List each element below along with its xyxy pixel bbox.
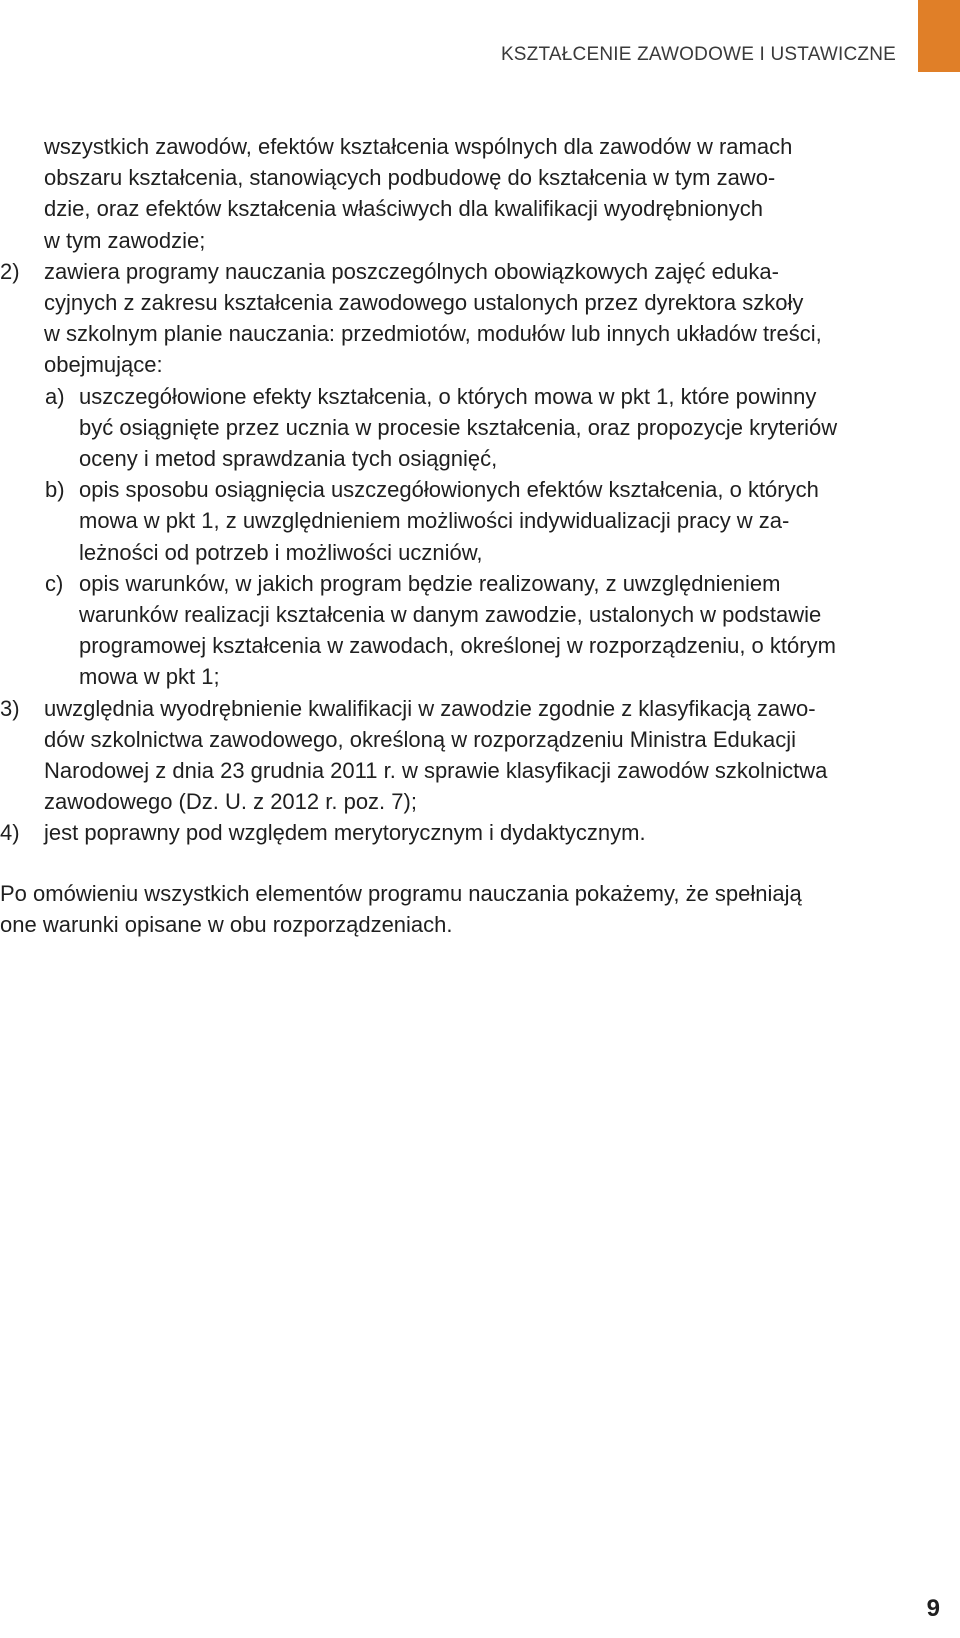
sub-list-marker: a): [45, 383, 65, 409]
text-line: uszczegółowione efekty kształcenia, o których mowa w pkt 1, które powinny: [79, 383, 817, 409]
sub-list-marker: b): [45, 477, 65, 503]
list-marker: 2): [0, 258, 20, 284]
list-item-2: [0, 256, 934, 381]
text-line: opis sposobu osiągnięcia uszczegółowionych efektów kształcenia, o których: [79, 477, 819, 503]
text-line: w tym zawodzie;: [44, 227, 206, 253]
text-line: cyjnych z zakresu kształcenia zawodowego ustalonych przez dyrektora szkoły: [44, 290, 804, 316]
list-item-4: [0, 817, 934, 848]
text-line: dów szkolnictwa zawodowego, określoną w rozporządzeniu Ministra Edukacji: [44, 726, 797, 752]
text-line: jest poprawny pod względem merytorycznym i dydaktycznym.: [44, 820, 646, 846]
text-line: warunków realizacji kształcenia w danym zawodzie, ustalonych w podstawie: [79, 602, 822, 628]
text-line: być osiągnięte przez ucznia w procesie kształcenia, oraz propozycje kryteriów: [79, 414, 838, 440]
text-line: Narodowej z dnia 23 grudnia 2011 r. w sprawie klasyfikacji zawodów szkolnictwa: [44, 758, 828, 784]
text-line: wszystkich zawodów, efektów kształcenia wspólnych dla zawodów w ramach: [44, 134, 793, 159]
closing-paragraph: [0, 878, 934, 940]
text-line: mowa w pkt 1, z uwzględnieniem możliwości indywidualizacji pracy w za-: [79, 508, 790, 534]
sub-list-marker: c): [45, 570, 64, 596]
text-line: mowa w pkt 1;: [79, 664, 220, 690]
item1-continuation: [0, 131, 934, 256]
section-accent-tab: [918, 0, 960, 72]
sub-item-a: [0, 381, 934, 475]
document-body: [0, 131, 934, 940]
text-line: programowej kształcenia w zawodach, określonej w rozporządzeniu, o którym: [79, 633, 836, 659]
list-marker: 4): [0, 820, 20, 846]
text-line: obejmujące:: [44, 352, 163, 378]
running-header-title: KSZTAŁCENIE ZAWODOWE I USTAWICZNE: [500, 44, 896, 65]
text-line: leżności od potrzeb i możliwości uczniów,: [79, 539, 483, 565]
text-line: w szkolnym planie nauczania: przedmiotów, modułów lub innych układów treści,: [44, 321, 822, 347]
text-line: obszaru kształcenia, stanowiących podbudowę do kształcenia w tym zawo-: [44, 165, 776, 191]
text-line: opis warunków, w jakich program będzie realizowany, z uwzględnieniem: [79, 570, 781, 596]
sub-item-b: [0, 474, 934, 568]
text-line: dzie, oraz efektów kształcenia właściwych dla kwalifikacji wyodrębnionych: [44, 196, 763, 222]
text-line: uwzględnia wyodrębnienie kwalifikacji w zawodzie zgodnie z klasyfikacją zawo-: [44, 695, 816, 721]
sub-item-c: [0, 568, 934, 693]
text-line: zawodowego (Dz. U. z 2012 r. poz. 7);: [44, 789, 417, 815]
text-line: oceny i metod sprawdzania tych osiągnięć,: [79, 446, 498, 472]
list-item-3: [0, 693, 934, 818]
page-number: 9: [926, 1595, 940, 1622]
text-line: zawiera programy nauczania poszczególnych obowiązkowych zajęć eduka-: [44, 258, 779, 284]
text-line: Po omówieniu wszystkich elementów programu nauczania pokażemy, że spełniają: [0, 880, 802, 906]
list-marker: 3): [0, 695, 20, 721]
text-line: one warunki opisane w obu rozporządzeniach.: [0, 911, 453, 937]
